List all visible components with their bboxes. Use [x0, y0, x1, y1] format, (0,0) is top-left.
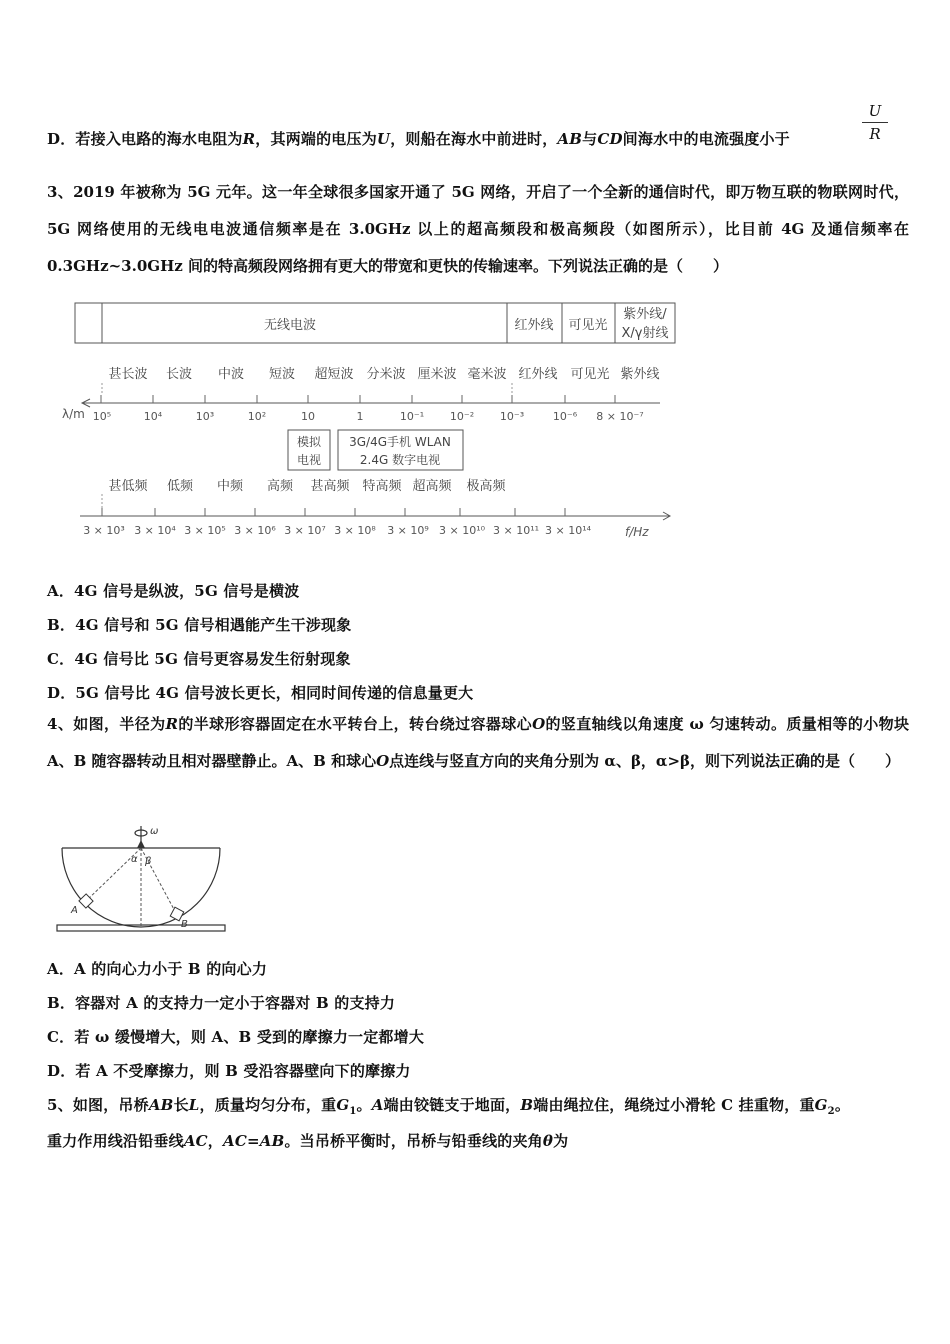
- fraction-denominator: R: [869, 125, 881, 143]
- band-uv: 紫外线/: [623, 307, 667, 322]
- fraction-u-over-r: [862, 102, 888, 143]
- freq-label: 高频: [266, 479, 294, 494]
- mobile-wlan-line2: 2.4G 数字电视: [359, 453, 441, 467]
- lambda-tick: 10⁵: [92, 410, 112, 423]
- lambda-tick: 8 × 10⁻⁷: [596, 410, 644, 423]
- freq-tick: 3 × 10³: [83, 524, 125, 537]
- q3-stem: 3、2019 年被称为 5G 元年。这一年全球很多国家开通了 5G 网络，开启了一个全新的通信时代，即万物互联的物联网时代，5G 网络使用的无线电电波通信频率是在 3.0GHz 以上的超高频段和极高频段（如图所示），比目前 4G 及通信频率在 0.3GHz~3.0GHz 间的特高频段网络拥有更大的带宽和更快的传输速率。下列说法正确的是（ ）: [47, 183, 909, 275]
- freq-tick: 3 × 10⁶: [234, 524, 276, 537]
- frequency-axis-label: f/Hz: [625, 525, 649, 539]
- lambda-tick: 10³: [195, 410, 215, 423]
- hemisphere-bowl-figure: [55, 822, 230, 934]
- q5-stem-line2: 重力作用线沿铅垂线AC，AC=AB。当吊桥平衡时，吊桥与铅垂线的夹角θ为: [47, 1132, 569, 1150]
- lambda-tick: 1: [356, 410, 364, 423]
- freq-tick: 3 × 10¹¹: [492, 524, 540, 537]
- freq-label: 特高频: [362, 479, 402, 494]
- q4-option-d: D．若 A 不受摩擦力，则 B 受沿容器壁向下的摩擦力: [47, 1062, 411, 1080]
- analog-tv-line1: 模拟: [296, 435, 322, 449]
- q4-option-b: B．容器对 A 的支持力一定小于容器对 B 的支持力: [47, 994, 396, 1012]
- wave-label: 中波: [217, 367, 245, 382]
- beta-label: β: [145, 856, 152, 867]
- freq-tick: 3 × 10¹⁴: [544, 524, 592, 537]
- band-visible: 可见光: [568, 318, 608, 333]
- lambda-tick: 10⁻¹: [399, 410, 425, 423]
- wave-labels: [108, 366, 659, 382]
- freq-tick: 3 × 10⁸: [334, 524, 376, 537]
- lambda-tick: 10⁻²: [449, 410, 475, 423]
- q4-stem: 4、如图，半径为R的半球形容器固定在水平转台上，转台绕过容器球心O的竖直轴线以角速度 ω 匀速转动。质量相等的小物块 A、B 随容器转动且相对器壁静止。A、B 和球心O点连线与竖直方向的夹角分别为 α、β，α>β，则下列说法正确的是（ ）: [47, 715, 909, 770]
- wave-label: 厘米波: [417, 367, 457, 382]
- q4-option-c: C．若 ω 缓慢增大，则 A、B 受到的摩擦力一定都增大: [47, 1028, 425, 1046]
- mobile-wlan-line1: 3G/4G手机 WLAN: [349, 435, 451, 449]
- wavelength-axis-label: λ/m: [62, 407, 85, 421]
- wave-label: 超短波: [314, 367, 354, 382]
- wave-label: 紫外线: [620, 367, 660, 382]
- band-infrared: 红外线: [514, 318, 554, 333]
- freq-label: 超高频: [412, 479, 452, 494]
- q3-option-d: D．5G 信号比 4G 信号波长更长，相同时间传递的信息量更大: [47, 684, 474, 702]
- frequency-tick-labels: [83, 524, 591, 537]
- q3-option-c: C．4G 信号比 5G 信号更容易发生衍射现象: [47, 650, 351, 668]
- lambda-tick: 10: [301, 410, 315, 423]
- fraction-numerator: U: [862, 102, 888, 123]
- analog-tv-line2: 电视: [296, 453, 322, 467]
- wave-label: 甚长波: [108, 367, 148, 382]
- lambda-tick: 10⁻⁶: [552, 410, 578, 423]
- freq-tick: 3 × 10⁷: [284, 524, 326, 537]
- band-xray-gamma: X/γ射线: [621, 326, 669, 341]
- point-a-label: A: [71, 905, 78, 916]
- q3-option-a: A．4G 信号是纵波，5G 信号是横波: [47, 582, 300, 600]
- wave-label: 可见光: [570, 367, 610, 382]
- point-b-label: B: [181, 919, 188, 930]
- q5-stem-line1: 5、如图，吊桥AB长L，质量均匀分布，重$G_1$。A端由铰链支于地面，B端由绳拉住，绳绕过小滑轮 C 挂重物，重$G_2$。: [47, 1096, 851, 1117]
- lambda-tick: 10²: [247, 410, 267, 423]
- q4-option-a: A．A 的向心力小于 B 的向心力: [47, 960, 268, 978]
- wave-label: 红外线: [518, 367, 558, 382]
- wavelength-tick-labels: [93, 410, 644, 423]
- q2-option-d: D．若接入电路的海水电阻为R，其两端的电压为U，则船在海水中前进时，AB与CD间海水中的电流强度小于: [47, 130, 790, 148]
- freq-tick: 3 × 10⁹: [387, 524, 429, 537]
- block-a: [79, 894, 93, 908]
- wave-label: 分米波: [366, 367, 406, 382]
- wave-label: 毫米波: [467, 367, 507, 382]
- freq-label: 极高频: [466, 479, 506, 494]
- frequency-band-labels: [108, 478, 506, 494]
- em-spectrum-diagram: [60, 298, 695, 548]
- freq-label: 甚低频: [108, 479, 148, 494]
- lambda-tick: 10⁻³: [499, 410, 525, 423]
- wavelength-ticks: [101, 395, 615, 403]
- freq-tick: 3 × 10⁴: [134, 524, 176, 537]
- omega-label: ω: [150, 826, 159, 837]
- wave-label: 短波: [268, 367, 296, 382]
- frequency-ticks: [102, 508, 565, 516]
- freq-tick: 3 × 10¹⁰: [438, 524, 486, 537]
- freq-label: 甚高频: [310, 479, 350, 494]
- q3-option-b: B．4G 信号和 5G 信号相遇能产生干涉现象: [47, 616, 352, 634]
- lambda-tick: 10⁴: [143, 410, 163, 423]
- freq-label: 中频: [216, 479, 244, 494]
- alpha-label: α: [131, 854, 138, 865]
- wave-label: 长波: [165, 367, 193, 382]
- freq-label: 低频: [166, 479, 194, 494]
- band-radio: 无线电波: [263, 318, 317, 333]
- freq-tick: 3 × 10⁵: [184, 524, 226, 537]
